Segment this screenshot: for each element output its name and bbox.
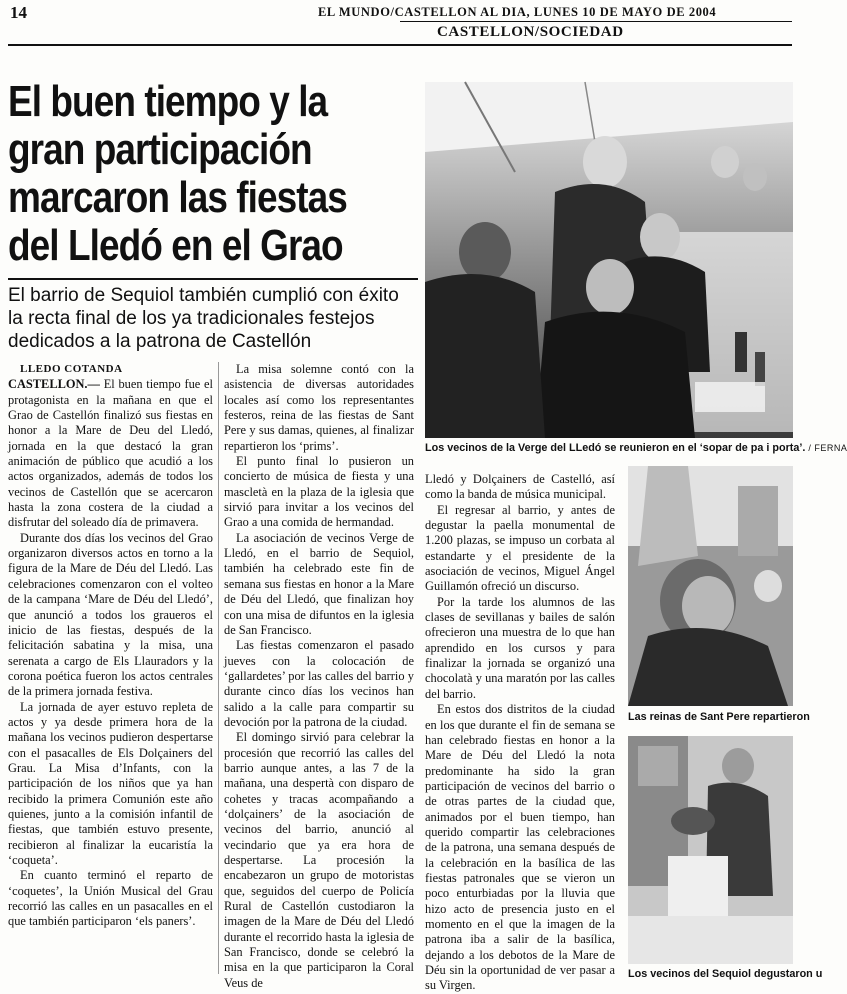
section-rule-top [400,21,792,22]
deck-line: El barrio de Sequiol también cumplió con éxito [8,285,399,306]
paragraph: El domingo sirvió para celebrar la procesión que recorrió las calles del barrio aunque antes, a las 7 de la mañana, una despertà con disparo de cohetes y tracas acompañando a ‘dolçainers’ de la asociación de vecinos del barrio, anunció al vecindario que ya era hora de despertarse. La procesión la encabezaron un grupo de motoristas que, seguidos del cuerpo de Policía Rural de Castellón custodiaron la imagen de la Mare de Déu del Lledó durante el recorrido hasta la iglesia de San Francisco, donde se celebró la misa en la que participaron la Coral Veus de [224,730,414,990]
paragraph: Lledó y Dolçainers de Castelló, así como la banda de música municipal. [425,472,615,502]
paragraph: El punto final lo pusieron un concierto de música de fiesta y una mascletà en la plaza de la iglesia que sirvió para invitar a los vecinos del Grao a una comida de hermandad. [224,454,414,530]
byline: LLEDO COTANDA [20,363,123,375]
paragraph-text: El buen tiempo fue el protagonista en la mañana en que el Grao de Castellón finalizó sus fiestas en honor a la Mare de Deu del Lledó, jornada en la que destacó la gran animación de público que acudió a los actos organizados, además de todos los vecinos de Castellón que se acercaron hasta la zona costera de la ciudad a disfrutar del soleado día de primavera. [8,377,213,530]
column-rule [218,362,219,974]
article-column-3 [425,472,615,994]
headline-line: marcaron las fiestas [8,174,347,222]
paragraph: La misa solemne contó con la asistencia de diversas autoridades locales así como los representantes festeros, reina de las fiestas de Sant Pere y sus damas, quienes, al finalizar repartieron los ‘prims’. [224,362,414,453]
photo-credit: / FERNA [808,443,847,453]
deck-line: dedicados a la patrona de Castellón [8,331,312,352]
section-rule [8,44,792,46]
second-photo [628,466,793,706]
paragraph: En cuanto terminó el reparto de ‘coquetes’, la Unión Musical del Grau recorrió las calles en un pasacalles en el que también participaron ‘els paners’. [8,868,213,929]
deck [8,278,418,353]
deck-line: la recta final de los ya tradicionales festejos [8,308,375,329]
paragraph: El regresar al barrio, y antes de degustar la paella monumental de 1.200 plazas, se impuso un corbata al estandarte y el presidente de la asociación de vecinos, Miguel Ángel Guillamón ofreció un discurso. [425,502,615,594]
paragraph: Las fiestas comenzaron el pasado jueves con la colocación de ‘gallardetes’ por las calles del barrio y durante cinco días los vecinos han salido a la calle para compartir su devoción por la patrona de la ciudad. [224,638,414,729]
headline-line: El buen tiempo y la [8,78,328,126]
paragraph [8,377,213,530]
headline-line: del Lledó en el Grao [8,222,343,270]
paragraph: La asociación de vecinos Verge de Lledó, en el barrio de Sequiol, también ha celebrado este fin de semana sus fiestas en honor a la Mare de Déu del Lledó, que finalizan hoy con una misa de difuntos en la iglesia de San Francisco. [224,530,414,637]
article-column-1 [8,362,213,930]
second-photo-caption: Las reinas de Sant Pere repartieron [628,711,810,723]
caption-text: Los vecinos de la Verge del LLedó se reunieron en el ‘sopar de pa i porta’. [425,442,806,454]
main-photo [425,82,793,438]
third-photo [628,736,793,964]
section-name: CASTELLON/SOCIEDAD [437,24,624,40]
main-photo-caption [425,442,847,454]
paragraph: La jornada de ayer estuvo repleta de actos y ya desde primera hora de la mañana los vecinos pudieron despertarse con el pasacalles de Els Dolçainers del Grau. La Misa d’Infants, con la participación de los niños que ya han recibido la primera Comunión este año quienes, junto a la comisión infantil de fiestas, que también estuvo presente, recibieron al finalizar la eucaristía la ‘coqueta’. [8,699,213,867]
publication-line: EL MUNDO/CASTELLON AL DIA, LUNES 10 DE MAYO DE 2004 [318,5,717,19]
paragraph: Durante dos días los vecinos del Grao organizaron diversos actos en torno a la figura de la Mare de Déu del Lledó. Las celebraciones comenzaron con el volteo de la campana ‘Mare de Déu del Lledó’, que anunció a todos los graueros el inicio de las fiestas, después de la felicitación sabatina y la misa, una serenata a cargo de Els Llauradors y la corona poética fueron los actos centrales de la primera jornada festiva. [8,530,213,699]
paragraph: En estos dos distritos de la ciudad en los que durante el fin de semana se han celebrado fiestas en honor a la Mare de Déu del Lledó la nota predominante ha sido la gran participación de vecinos del barrio o de otras partes de la ciudad que, animados por el buen tiempo, han querido compartir las celebraciones de la patrona, una semana después de la celebración en la basílica de las fiestas patronales que se vieron un poco enturbiadas por la lluvia que hizo acto de presencia justo en el momento en el que la imagen de la patrona iba a salir de la basílica, dejando a los debotos de la Mare de Déu sin la oportunidad de ver pasar a su Virgen. [425,702,615,993]
third-photo-caption: Los vecinos del Sequiol degustaron u [628,968,823,980]
headline-line: gran participación [8,126,312,174]
headline [8,78,408,270]
dateline: CASTELLON.— [8,377,100,392]
masthead [0,0,800,50]
page-number: 14 [10,3,27,22]
paragraph: Por la tarde los alumnos de las clases de sevillanas y bailes de salón ofrecieron una muestra de lo que han aprendido en los cursos y para finalizar la jornada se organizó una chocolatà y una maratón por las calles del barrio. [425,594,615,701]
article-column-2 [224,362,414,991]
